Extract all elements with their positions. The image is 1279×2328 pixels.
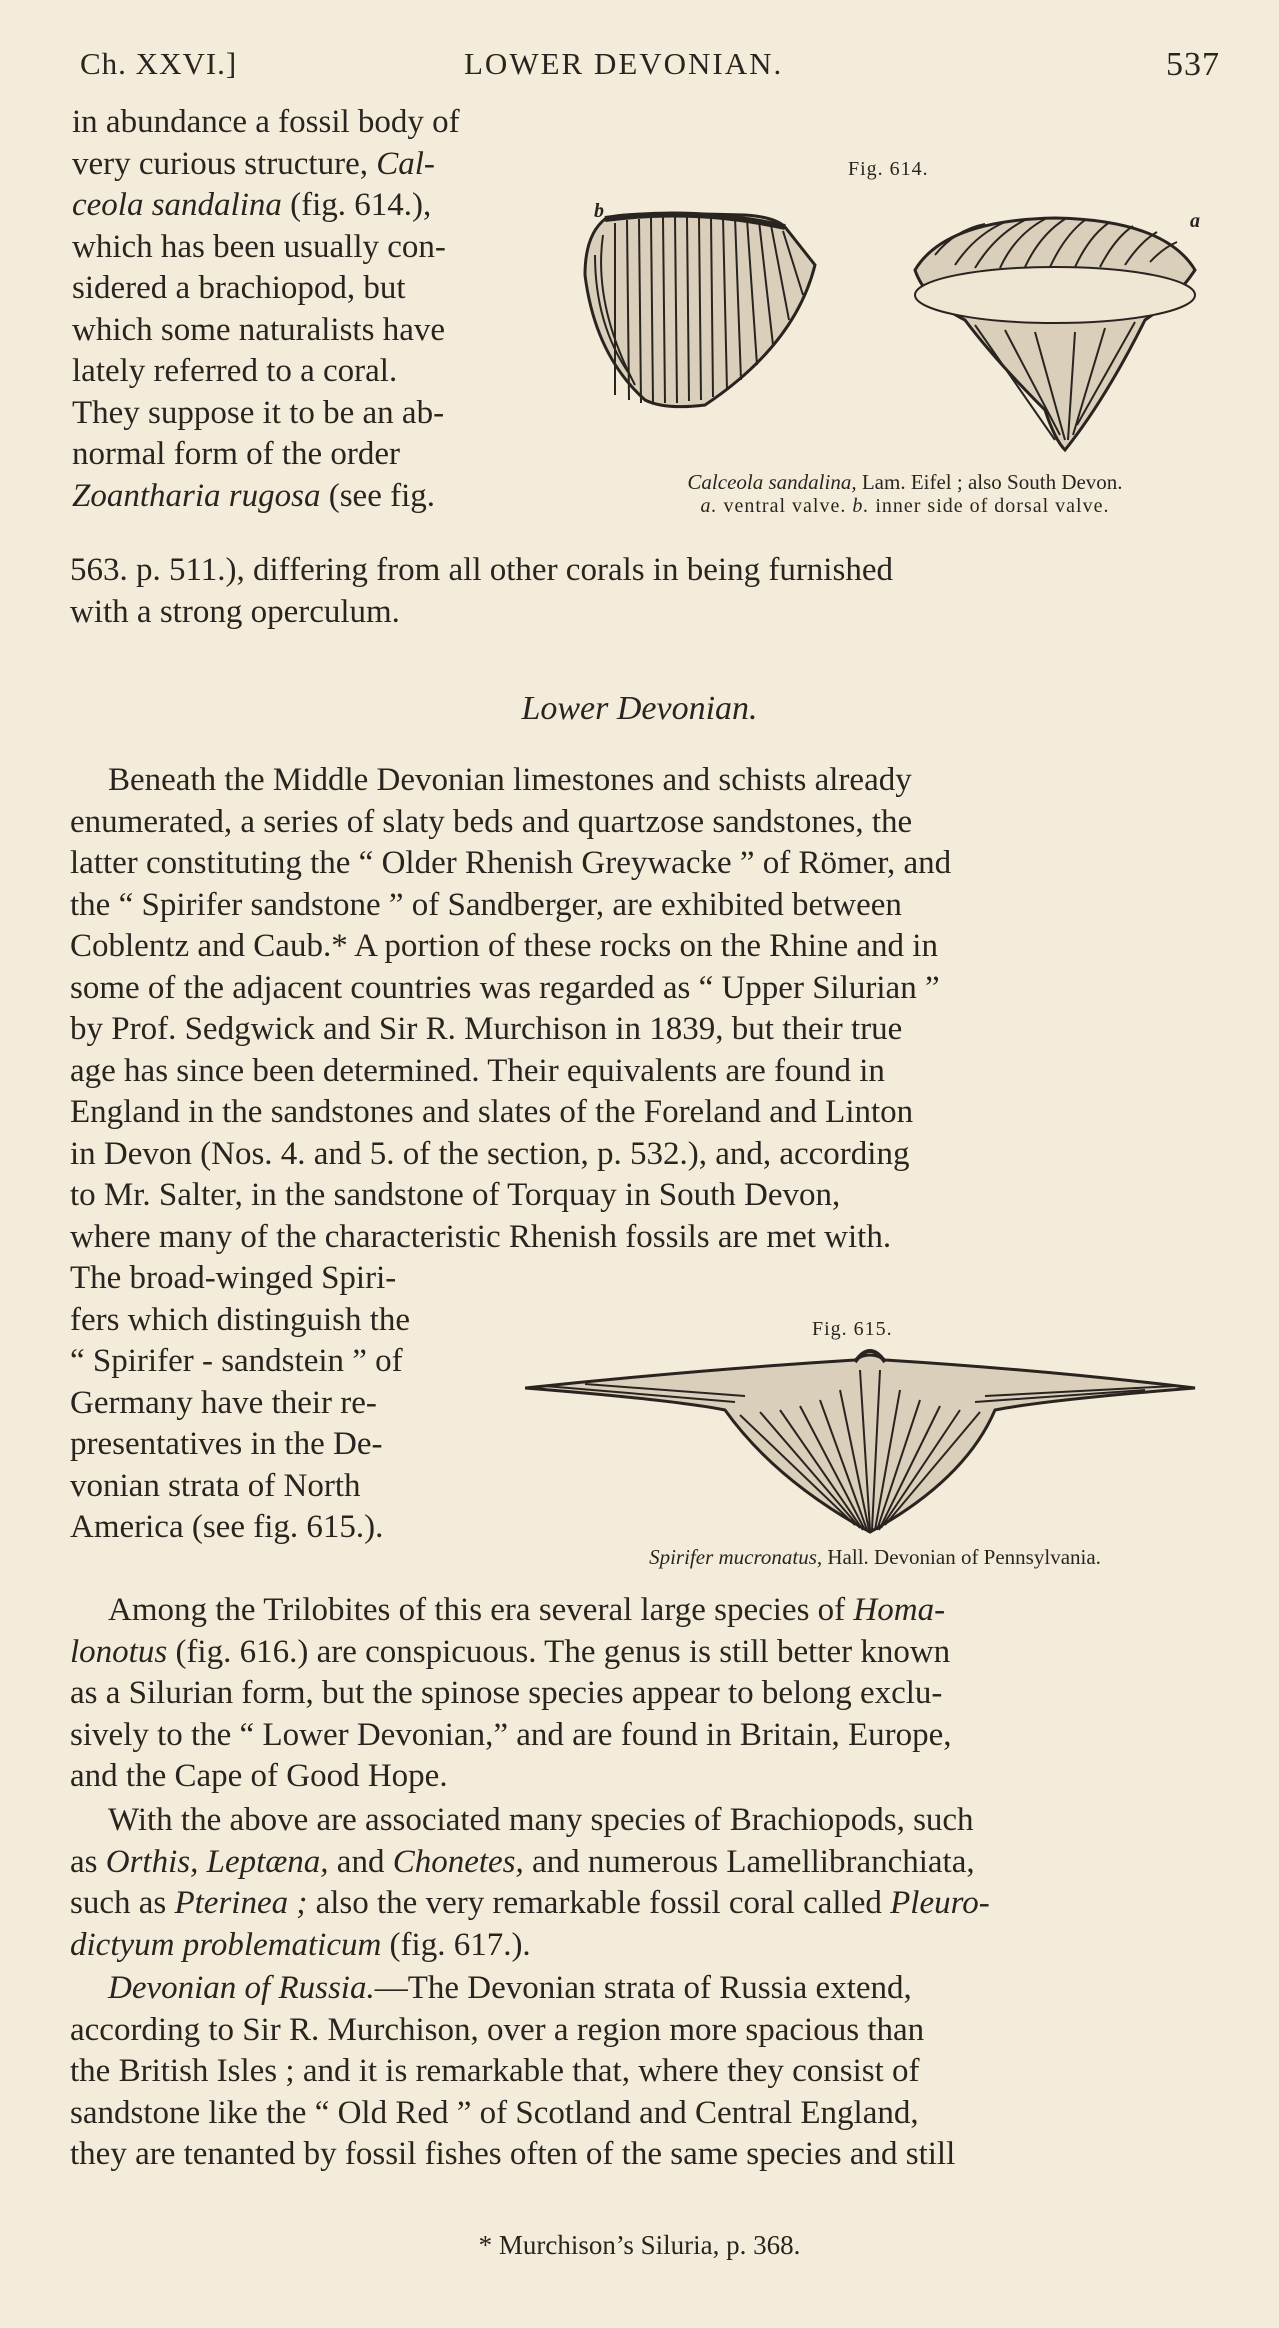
text-line: America (see fig. 615.). <box>70 1509 384 1545</box>
calceola-ventral-valve-illustration <box>905 210 1205 455</box>
text-line: sidered a brachiopod, but <box>72 270 406 306</box>
spirifer-mucronatus-illustration <box>525 1340 1205 1540</box>
text-line: “ Spirifer - sandstein ” of <box>70 1343 403 1379</box>
text-line: some of the adjacent countries was regarded as “ Upper Silurian ” <box>70 969 940 1006</box>
figure-614-letter-b: b <box>594 200 605 222</box>
chapter-label: Ch. XXVI.] <box>80 46 238 81</box>
text-line: in Devon (Nos. 4. and 5. of the section, p. 532.), and, according <box>70 1135 910 1172</box>
text-line: as Orthis, Leptæna, and Chonetes, and numerous Lamellibranchiata, <box>70 1843 975 1880</box>
text-line: according to Sir R. Murchison, over a region more spacious than <box>70 2011 925 2048</box>
text-line: ceola sandalina (fig. 614.), <box>72 187 432 223</box>
text-line: enumerated, a series of slaty beds and quartzose sandstones, the <box>70 803 913 840</box>
page-number: 537 <box>1166 46 1220 83</box>
text-line: They suppose it to be an ab- <box>72 394 445 431</box>
section-heading: Lower Devonian. <box>521 690 758 727</box>
text-line: Among the Trilobites of this era several large species of Homa- <box>108 1592 946 1628</box>
calceola-dorsal-valve-illustration <box>575 205 895 420</box>
paragraph-lower-devonian <box>70 760 1220 1258</box>
text-line: the “ Spirifer sandstone ” of Sandberger, are exhibited between <box>70 886 902 923</box>
text-line: lonotus (fig. 616.) are conspicuous. The genus is still better known <box>70 1633 951 1670</box>
figure-615-label: Fig. 615. <box>812 1318 893 1340</box>
text-line: lately referred to a coral. <box>72 353 398 389</box>
text-line: presentatives in the De- <box>70 1426 383 1462</box>
text-line: with a strong operculum. <box>70 593 400 630</box>
paragraph-spirifer <box>70 1258 502 1549</box>
text-line: they are tenanted by fossil fishes often of the same species and still <box>70 2136 956 2172</box>
text-line: With the above are associated many species of Brachiopods, such <box>108 1802 974 1838</box>
text-line: vonian strata of North <box>70 1467 361 1504</box>
text-line: Zoantharia rugosa (see fig. <box>72 477 436 514</box>
text-line: normal form of the order <box>72 436 401 472</box>
text-line: which some naturalists have <box>72 311 445 348</box>
text-line: The broad-winged Spiri- <box>70 1260 397 1296</box>
text-line: which has been usually con- <box>72 228 446 265</box>
text-line: Beneath the Middle Devonian limestones and schists already <box>108 762 912 798</box>
text-line: Germany have their re- <box>70 1384 377 1421</box>
text-line: to Mr. Salter, in the sandstone of Torquay in South Devon, <box>70 1177 841 1213</box>
paragraph-calceola <box>72 102 558 517</box>
paragraph-trilobites <box>70 1590 1220 1798</box>
text-line: sively to the “ Lower Devonian,” and are found in Britain, Europe, <box>70 1716 952 1753</box>
text-line: and the Cape of Good Hope. <box>70 1758 448 1794</box>
figure-614-caption <box>585 470 1225 518</box>
text-line: in abundance a fossil body of <box>72 104 460 140</box>
text-line: fers which distinguish the <box>70 1301 411 1338</box>
text-line: dictyum problematicum (fig. 617.). <box>70 1926 531 1963</box>
text-line: the British Isles ; and it is remarkable that, where they consist of <box>70 2053 920 2089</box>
text-line: Devonian of Russia.—The Devonian strata of Russia extend, <box>108 1970 912 2006</box>
text-line: by Prof. Sedgwick and Sir R. Murchison in 1839, but their true <box>70 1011 903 1047</box>
paragraph-calceola-continued <box>70 550 1220 633</box>
caption-line: Calceola sandalina, Lam. Eifel ; also South Devon. <box>687 470 1123 494</box>
footnote: * Murchison’s Siluria, p. 368. <box>478 2230 801 2260</box>
text-line: England in the sandstones and slates of the Foreland and Linton <box>70 1094 914 1130</box>
running-title: LOWER DEVONIAN. <box>464 46 784 81</box>
text-line: where many of the characteristic Rhenish fossils are met with. <box>70 1218 892 1255</box>
figure-614-letter-a: a <box>1190 210 1201 232</box>
running-header <box>80 46 1220 96</box>
text-line: Coblentz and Caub.* A portion of these rocks on the Rhine and in <box>70 928 938 964</box>
paragraph-devonian-of-russia <box>70 1968 1220 2176</box>
text-line: such as Pterinea ; also the very remarkable fossil coral called Pleuro- <box>70 1885 990 1921</box>
caption-line: a. ventral valve. b. inner side of dorsal valve. <box>700 495 1110 517</box>
text-line: 563. p. 511.), differing from all other corals in being furnished <box>70 552 893 588</box>
text-line: as a Silurian form, but the spinose species appear to belong exclu- <box>70 1675 943 1711</box>
text-line: sandstone like the “ Old Red ” of Scotland and Central England, <box>70 2094 919 2131</box>
paragraph-brachiopods <box>70 1800 1220 1966</box>
text-line: latter constituting the “ Older Rhenish Greywacke ” of Römer, and <box>70 845 952 881</box>
text-line: very curious structure, Cal- <box>72 145 435 182</box>
figure-615-caption: Spirifer mucronatus, Hall. Devonian of Pennsylvania. <box>649 1545 1101 1569</box>
text-line: age has since been determined. Their equivalents are found in <box>70 1052 885 1089</box>
figure-614-label: Fig. 614. <box>848 158 929 180</box>
